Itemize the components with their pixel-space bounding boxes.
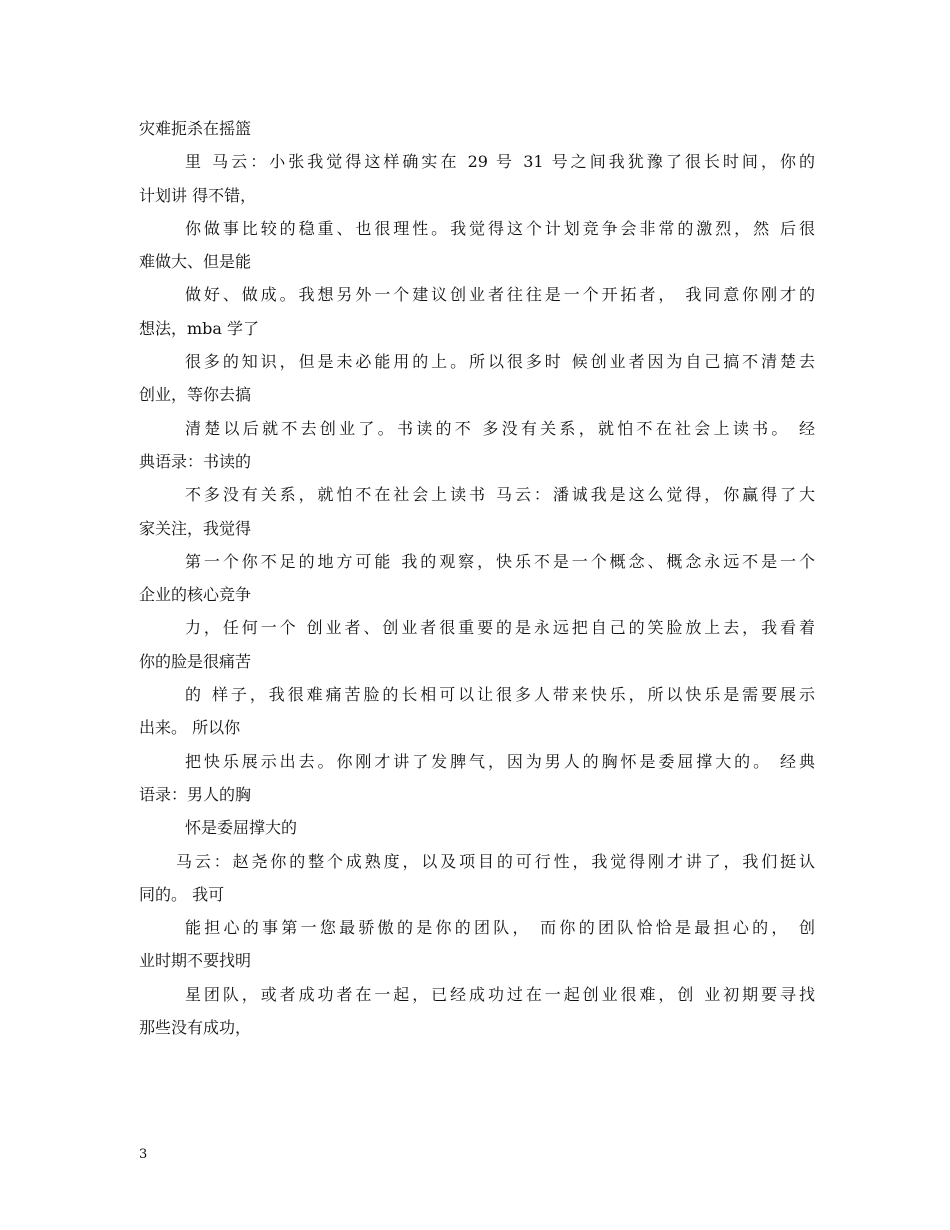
text-line: 里 马云：小张我觉得这样确实在 29 号 31 号之间我犹豫了很长时间，你的 <box>185 152 815 172</box>
text-line: 不多没有关系，就怕不在社会上读书 马云：潘诚我是这么觉得，你赢得了大 <box>185 485 815 505</box>
text-line: 灾难扼杀在摇篮 <box>139 119 252 138</box>
text-line: 出来。 所以你 <box>139 718 241 738</box>
document-body <box>139 112 815 1044</box>
text-line: 计划讲 得不错， <box>139 185 257 205</box>
text-line: 怀是委屈撑大的 <box>185 818 298 838</box>
text-line: 你的脸是很痛苦 <box>139 651 252 671</box>
text-line: 那些没有成功， <box>139 1018 252 1038</box>
text-line: 很多的知识，但是未必能用的上。所以很多时 候创业者因为自己搞不清楚去 <box>185 352 815 372</box>
text-line: 企业的核心竞争 <box>139 585 252 605</box>
text-line: 清楚以后就不去创业了。书读的不 多没有关系，就怕不在社会上读书。 经 <box>185 418 815 438</box>
text-line: 的 样子，我很难痛苦脸的长相可以让很多人带来快乐，所以快乐是需要展示 <box>185 685 815 705</box>
text-line: 家关注，我觉得 <box>139 518 252 538</box>
text-line: 你做事比较的稳重、也很理性。我觉得这个计划竞争会非常的激烈，然 后很 <box>185 218 815 238</box>
text-line: 做好、做成。我想另外一个建议创业者往往是一个开拓者， 我同意你刚才的 <box>185 285 815 305</box>
text-line: 难做大、但是能 <box>139 252 252 272</box>
text-line: 想法，mba 学了 <box>139 318 260 338</box>
page-number: 3 <box>139 1147 148 1162</box>
text-line: 业时期不要找明 <box>139 951 252 971</box>
text-line: 同的。 我可 <box>139 884 225 904</box>
text-line: 把快乐展示出去。你刚才讲了发脾气，因为男人的胸怀是委屈撑大的。 经典 <box>185 751 815 771</box>
text-line: 语录：男人的胸 <box>139 784 252 804</box>
text-line: 星团队，或者成功者在一起，已经成功过在一起创业很难，创 业初期要寻找 <box>185 984 815 1004</box>
text-line: 创业，等你去搞 <box>139 385 252 405</box>
text-line: 能担心的事第一您最骄傲的是你的团队， 而你的团队恰恰是最担心的， 创 <box>185 918 815 938</box>
text-line: 第一个你不足的地方可能 我的观察，快乐不是一个概念、概念永远不是一个 <box>185 551 815 571</box>
text-line: 典语录：书读的 <box>139 451 252 471</box>
text-line: 力，任何一个 创业者、创业者很重要的是永远把自己的笑脸放上去，我看着 <box>185 618 815 638</box>
text-line: 马云：赵尧你的整个成熟度，以及项目的可行性，我觉得刚才讲了，我们挺认 <box>176 851 815 871</box>
